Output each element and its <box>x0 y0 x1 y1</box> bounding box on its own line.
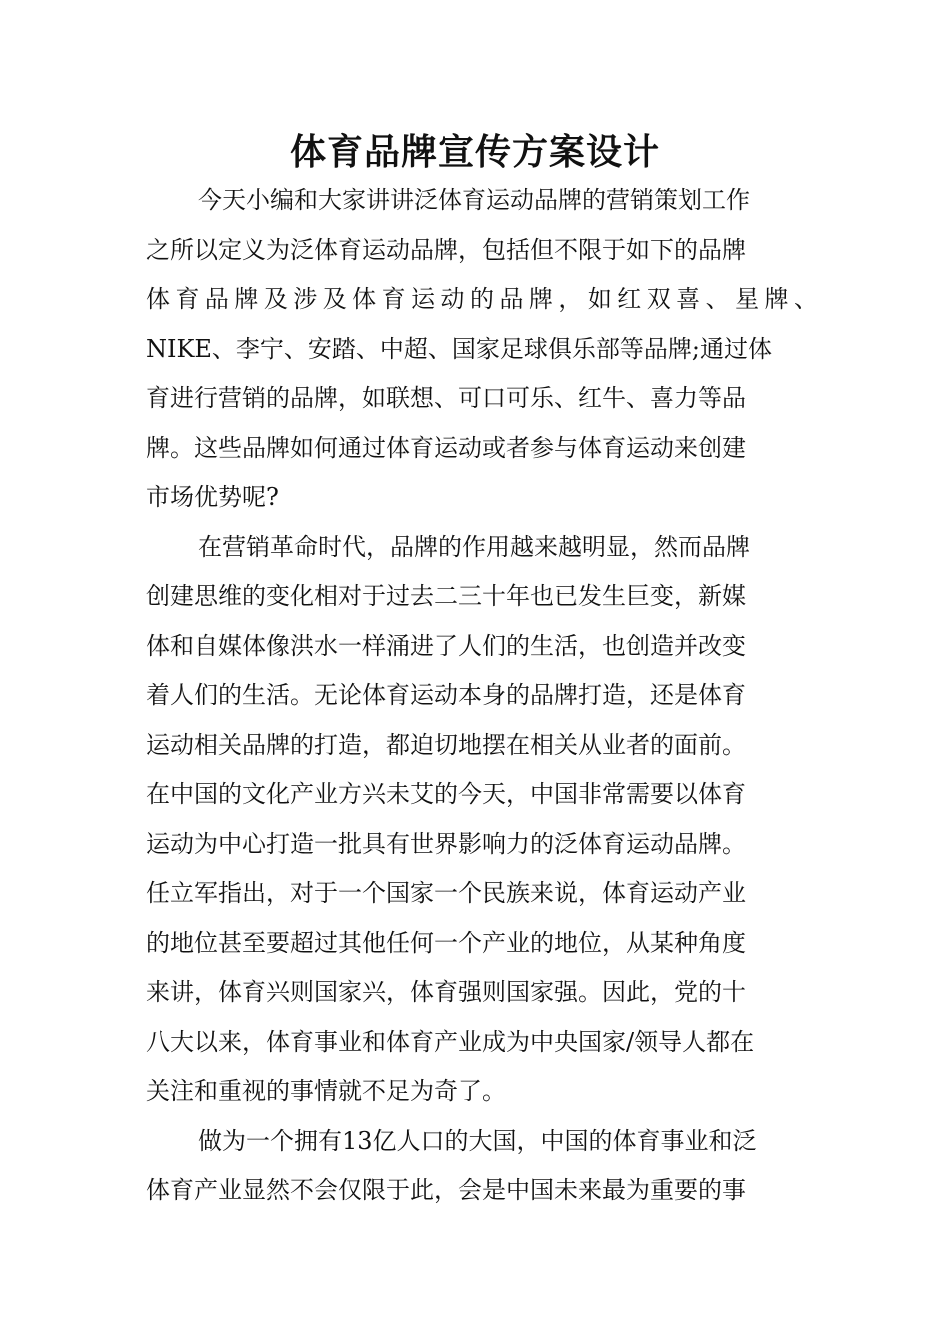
paragraph-3-line-2: 体育产业显然不会仅限于此，会是中国未来最为重要的事 <box>146 1176 746 1204</box>
document-body <box>146 180 818 1220</box>
paragraph-3-line-1: 做为一个拥有13亿人口的大国，中国的体育事业和泛 <box>198 1126 757 1155</box>
paragraph-1-line-2: 之所以定义为泛体育运动品牌，包括但不限于如下的品牌 <box>146 235 746 264</box>
paragraph-1-line-6: 牌。这些品牌如何通过体育运动或者参与体育运动来创建 <box>146 433 746 462</box>
paragraph-1-line-3: 体育品牌及涉及体育运动的品牌，如红双喜、星牌、 <box>146 285 818 313</box>
paragraph-2-line-7: 运动为中心打造一批具有世界影响力的泛体育运动品牌。 <box>146 829 746 858</box>
paragraph-2-line-1: 在营销革命时代，品牌的作用越来越明显，然而品牌 <box>198 532 750 561</box>
paragraph-2-line-12: 关注和重视的事情就不足为奇了。 <box>146 1077 506 1105</box>
paragraph-2-line-3: 体和自媒体像洪水一样涌进了人们的生活，也创造并改变 <box>146 631 746 660</box>
paragraph-2-line-5: 运动相关品牌的打造，都迫切地摆在相关从业者的面前。 <box>146 730 746 759</box>
paragraph-2-line-6: 在中国的文化产业方兴未艾的今天，中国非常需要以体育 <box>146 780 746 808</box>
paragraph-2-line-4: 着人们的生活。无论体育运动本身的品牌打造，还是体育 <box>146 681 746 709</box>
paragraph-2-line-8: 任立军指出，对于一个国家一个民族来说，体育运动产业 <box>146 879 746 907</box>
paragraph-2-line-9: 的地位甚至要超过其他任何一个产业的地位，从某种角度 <box>146 928 746 957</box>
document-title: 体育品牌宣传方案设计 <box>289 131 660 173</box>
paragraph-2-line-11: 八大以来，体育事业和体育产业成为中央国家/领导人都在 <box>146 1027 755 1056</box>
paragraph-1-line-7: 市场优势呢? <box>146 483 279 511</box>
paragraph-1-line-4: NIKE、李宁、安踏、中超、国家足球俱乐部等品牌;通过体 <box>146 334 773 363</box>
paragraph-1-line-5: 育进行营销的品牌，如联想、可口可乐、红牛、喜力等品 <box>146 384 746 412</box>
paragraph-2-line-10: 来讲，体育兴则国家兴，体育强则国家强。因此，党的十 <box>146 978 746 1006</box>
paragraph-2-line-2: 创建思维的变化相对于过去二三十年也已发生巨变，新媒 <box>146 582 746 610</box>
paragraph-1-line-1: 今天小编和大家讲讲泛体育运动品牌的营销策划工作 <box>198 186 750 214</box>
